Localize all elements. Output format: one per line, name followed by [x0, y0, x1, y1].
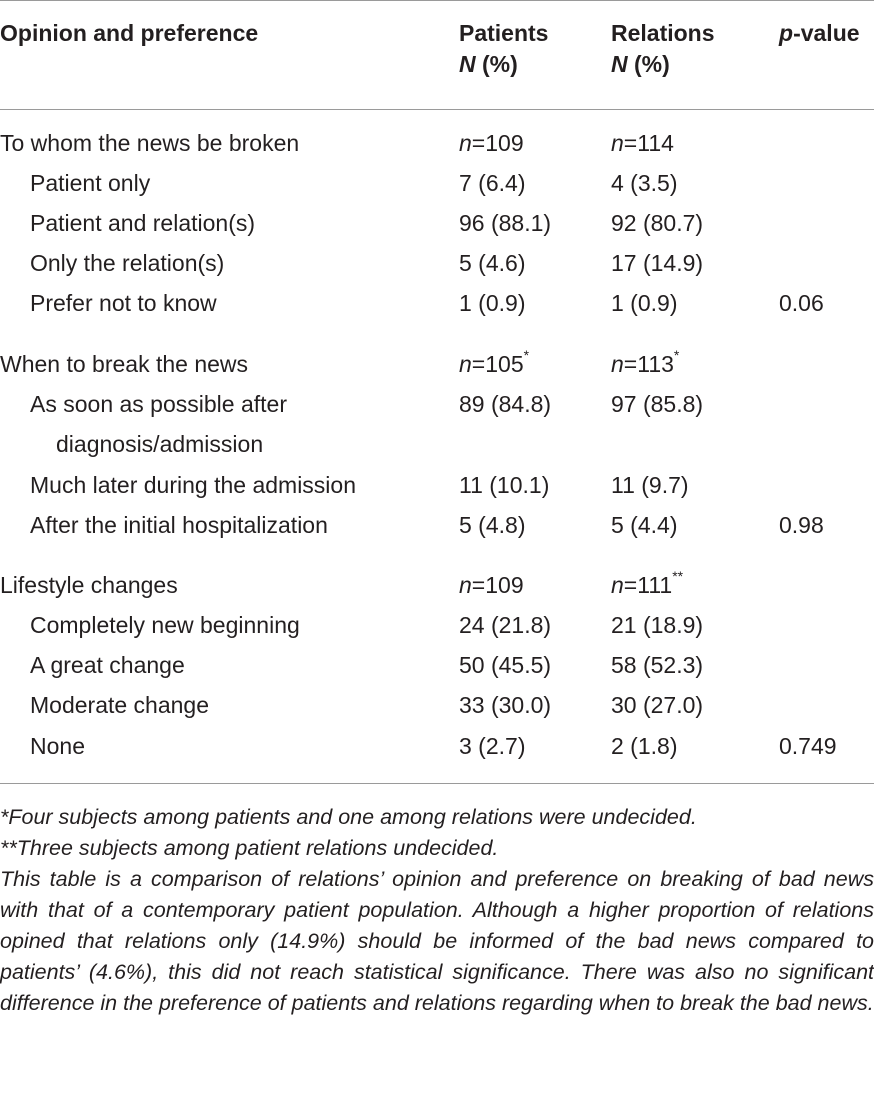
patients-value: 11 (10.1)	[459, 472, 550, 498]
row-label: Only the relation(s)	[30, 250, 225, 276]
p-value: 0.98	[779, 512, 824, 538]
row-label: None	[30, 733, 85, 759]
header-p-value: p-value	[779, 20, 860, 46]
table-row	[0, 685, 874, 725]
row-label: A great change	[30, 652, 185, 678]
bottom-rule	[0, 783, 874, 784]
relations-n: n=111**	[611, 568, 684, 598]
relations-value: 17 (14.9)	[611, 250, 704, 276]
footnote-marker: *	[673, 347, 680, 364]
header-opinion: Opinion and preference	[0, 20, 259, 46]
table-row	[0, 505, 874, 545]
patients-value: 7 (6.4)	[459, 170, 526, 196]
row-label: As soon as possible after diagnosis/admission	[30, 391, 287, 457]
section-header-row	[0, 565, 874, 605]
patients-value: 24 (21.8)	[459, 612, 552, 638]
top-rule	[0, 0, 874, 1]
patients-n: n=109	[459, 572, 524, 598]
p-value: 0.06	[779, 290, 824, 316]
header-patients: Patients N (%)	[459, 20, 549, 77]
footnote-1: *Four subjects among patients and one among relations were undecided.	[0, 805, 697, 829]
section-header-row	[0, 123, 874, 163]
relations-value: 5 (4.4)	[611, 512, 678, 538]
relations-value: 2 (1.8)	[611, 733, 678, 759]
patients-value: 5 (4.8)	[459, 512, 526, 538]
table-row	[0, 465, 874, 505]
patients-value: 50 (45.5)	[459, 652, 552, 678]
patients-value: 89 (84.8)	[459, 391, 552, 417]
row-label: Much later during the admission	[30, 472, 356, 498]
relations-value: 97 (85.8)	[611, 391, 704, 417]
patients-value: 5 (4.6)	[459, 250, 526, 276]
table-row	[0, 243, 874, 283]
section-title: To whom the news be broken	[0, 130, 300, 156]
section-header-row	[0, 344, 874, 384]
header-relations: Relations N (%)	[611, 20, 715, 77]
row-label: Patient and relation(s)	[30, 210, 256, 236]
table-row	[0, 726, 874, 766]
relations-value: 30 (27.0)	[611, 692, 704, 718]
relations-value: 92 (80.7)	[611, 210, 704, 236]
relations-n: n=114	[611, 130, 674, 156]
relations-value: 1 (0.9)	[611, 290, 678, 316]
row-label: Completely new beginning	[30, 612, 300, 638]
patients-n: n=109	[459, 130, 524, 156]
p-value: 0.749	[779, 733, 837, 759]
row-label: Moderate change	[30, 692, 210, 718]
header-rule	[0, 109, 874, 110]
relations-value: 11 (9.7)	[611, 472, 689, 498]
footnote-2: **Three subjects among patient relations undecided.	[0, 836, 499, 860]
patients-value: 96 (88.1)	[459, 210, 552, 236]
table-row	[0, 645, 874, 685]
patients-value: 3 (2.7)	[459, 733, 526, 759]
table-row	[0, 384, 874, 464]
section-title: Lifestyle changes	[0, 572, 178, 598]
footnote-marker: *	[523, 347, 530, 364]
table-row	[0, 605, 874, 645]
patients-value: 1 (0.9)	[459, 290, 526, 316]
row-label: Prefer not to know	[30, 290, 217, 316]
section-title: When to break the news	[0, 351, 249, 377]
table-caption: This table is a comparison of relations’ opinion and preference on breaking of bad news with that of a contemporary patient population. Although a higher proportion of relations opined that relations only (14.9%) should be informed of the bad news compared to patients’ (4.6%), this did not reach statistical significance. There was also no significant difference in the preference of patients and relations regarding when to break the bad news.	[0, 867, 874, 1015]
table-row	[0, 203, 874, 243]
row-label: Patient only	[30, 170, 151, 196]
table-row	[0, 283, 874, 323]
row-label: After the initial hospitalization	[30, 512, 328, 538]
patients-n: n=105*	[459, 347, 530, 377]
relations-value: 58 (52.3)	[611, 652, 704, 678]
patients-value: 33 (30.0)	[459, 692, 552, 718]
relations-n: n=113*	[611, 347, 680, 377]
relations-value: 21 (18.9)	[611, 612, 704, 638]
footnote-marker: **	[672, 568, 684, 585]
table-row	[0, 163, 874, 203]
relations-value: 4 (3.5)	[611, 170, 678, 196]
